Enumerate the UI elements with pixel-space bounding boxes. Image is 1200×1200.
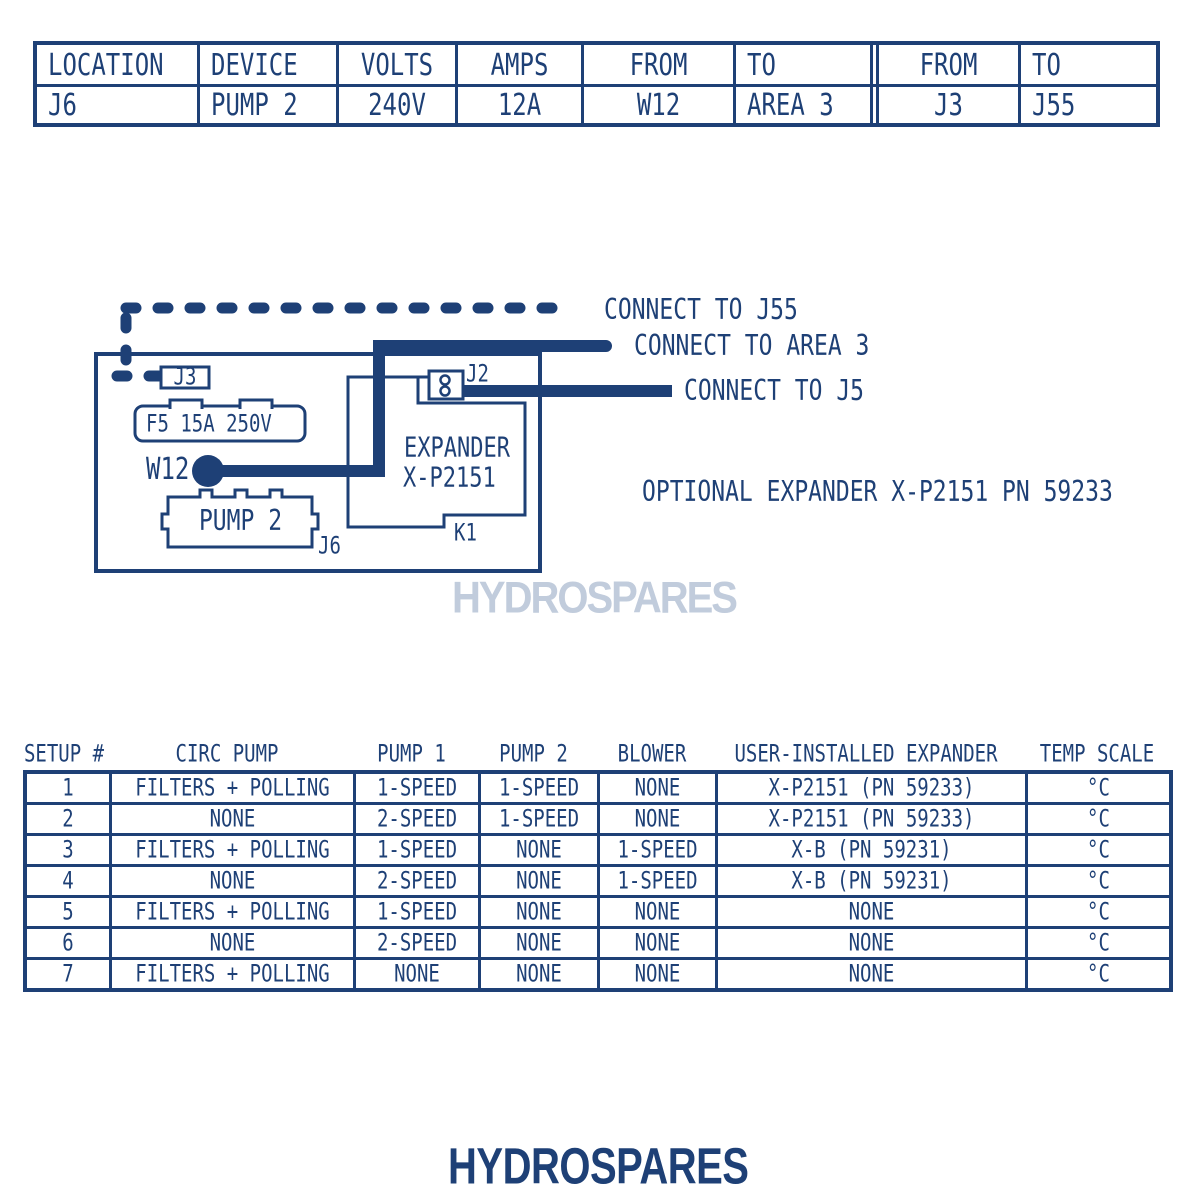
cell: FILTERS + POLLING [109,960,353,988]
w12-node [192,455,224,487]
connect-to-area3-label: CONNECT TO AREA 3 [634,329,870,363]
fuse-tab-right [240,400,272,409]
cell: 2-SPEED [353,805,478,833]
cell: 7 [62,960,74,988]
cell: NONE [109,867,353,895]
cell: °C [1025,898,1169,926]
data-cell-to-1: AREA 3 [733,87,870,123]
cell: 1-SPEED [597,836,715,864]
optional-expander-note: OPTIONAL EXPANDER X-P2151 PN 59233 [642,475,1113,509]
setup-header-blower: BLOWER [617,740,687,768]
cell: °C [1025,805,1169,833]
cell: NONE [715,960,1025,988]
cell: 2 [62,805,74,833]
cell: 1-SPEED [478,774,597,802]
cell: NONE [478,836,597,864]
cell: NONE [597,929,715,957]
cell: °C [1025,836,1169,864]
cell: NONE [597,960,715,988]
cell: NONE [109,929,353,957]
k1-label: K1 [454,519,477,547]
fuse-tab-left [170,400,202,409]
data-cell-from-1: W12 [581,87,733,123]
cell: X-P2151 (PN 59233) [715,774,1025,802]
cell: FILTERS + POLLING [109,836,353,864]
data-cell-amps: 12A [455,87,581,123]
j2-label: J2 [466,360,489,388]
header-cell-from-2: FROM [870,45,1018,84]
cell: NONE [597,805,715,833]
expander-label-line2: X-P2151 [403,462,496,495]
cell: NONE [715,898,1025,926]
cell: NONE [597,774,715,802]
j3-label: J3 [173,363,197,391]
w12-label: W12 [146,451,190,487]
setup-header-circ-pump: CIRC PUMP [175,740,279,768]
setup-row-5 [27,898,1169,929]
connect-to-j5-label: CONNECT TO J5 [684,374,865,408]
header-cell-volts: VOLTS [336,45,455,84]
cell: FILTERS + POLLING [109,898,353,926]
hydrospares-logo: HYDROSPARES [448,1138,749,1196]
j6-label: J6 [318,532,341,560]
connect-to-j55-label: CONNECT TO J55 [604,293,798,327]
setup-header-temp-scale: TEMP SCALE [1039,740,1155,768]
setup-row-2 [27,805,1169,836]
setup-table [23,770,1173,992]
pump2-label: PUMP 2 [198,504,283,538]
setup-header-setup: SETUP # [23,740,105,768]
cell: 1-SPEED [353,774,478,802]
cell: NONE [478,929,597,957]
setup-row-6 [27,929,1169,960]
cell: 1 [62,774,74,802]
setup-row-7 [27,960,1169,988]
cell: 6 [62,929,74,957]
cell: 2-SPEED [353,867,478,895]
setup-header-pump1: PUMP 1 [377,740,446,768]
setup-row-4 [27,867,1169,898]
cell: FILTERS + POLLING [109,774,353,802]
cell: °C [1025,867,1169,895]
fuse-label: F5 15A 250V [146,410,272,438]
setup-row-3 [27,836,1169,867]
header-cell-to-2: TO [1018,45,1156,84]
header-cell-location: LOCATION [48,47,164,82]
cell: 1-SPEED [597,867,715,895]
header-cell-from-1: FROM [581,45,733,84]
data-cell-volts: 240V [336,87,455,123]
cell: °C [1025,960,1169,988]
cell: X-B (PN 59231) [715,836,1025,864]
cell: °C [1025,929,1169,957]
cell: NONE [715,929,1025,957]
setup-header-pump2: PUMP 2 [499,740,568,768]
cell: NONE [597,898,715,926]
data-cell-location: J6 [48,87,77,123]
cell: °C [1025,774,1169,802]
cell: NONE [478,960,597,988]
cell: 2-SPEED [353,929,478,957]
setup-row-1 [27,774,1169,805]
hydrospares-watermark: HYDROSPARES [452,573,736,623]
data-cell-device: PUMP 2 [197,87,336,123]
cell: NONE [353,960,478,988]
cell: 1-SPEED [478,805,597,833]
cell: X-B (PN 59231) [715,867,1025,895]
cell: 1-SPEED [353,836,478,864]
cell: NONE [478,898,597,926]
expander-label-line1: EXPANDER [404,432,510,465]
cell: X-P2151 (PN 59233) [715,805,1025,833]
header-cell-device: DEVICE [197,45,336,84]
cell: 5 [62,898,74,926]
cell: 3 [62,836,74,864]
header-cell-amps: AMPS [455,45,581,84]
cell: 1-SPEED [353,898,478,926]
cell: NONE [109,805,353,833]
data-cell-to-2: J55 [1018,87,1156,123]
header-cell-to-1: TO [733,45,870,84]
cell: NONE [478,867,597,895]
setup-table-header-row [23,741,1173,767]
cell: 4 [62,867,74,895]
data-cell-from-2: J3 [870,87,1018,123]
setup-header-expander: USER-INSTALLED EXPANDER [734,740,998,768]
